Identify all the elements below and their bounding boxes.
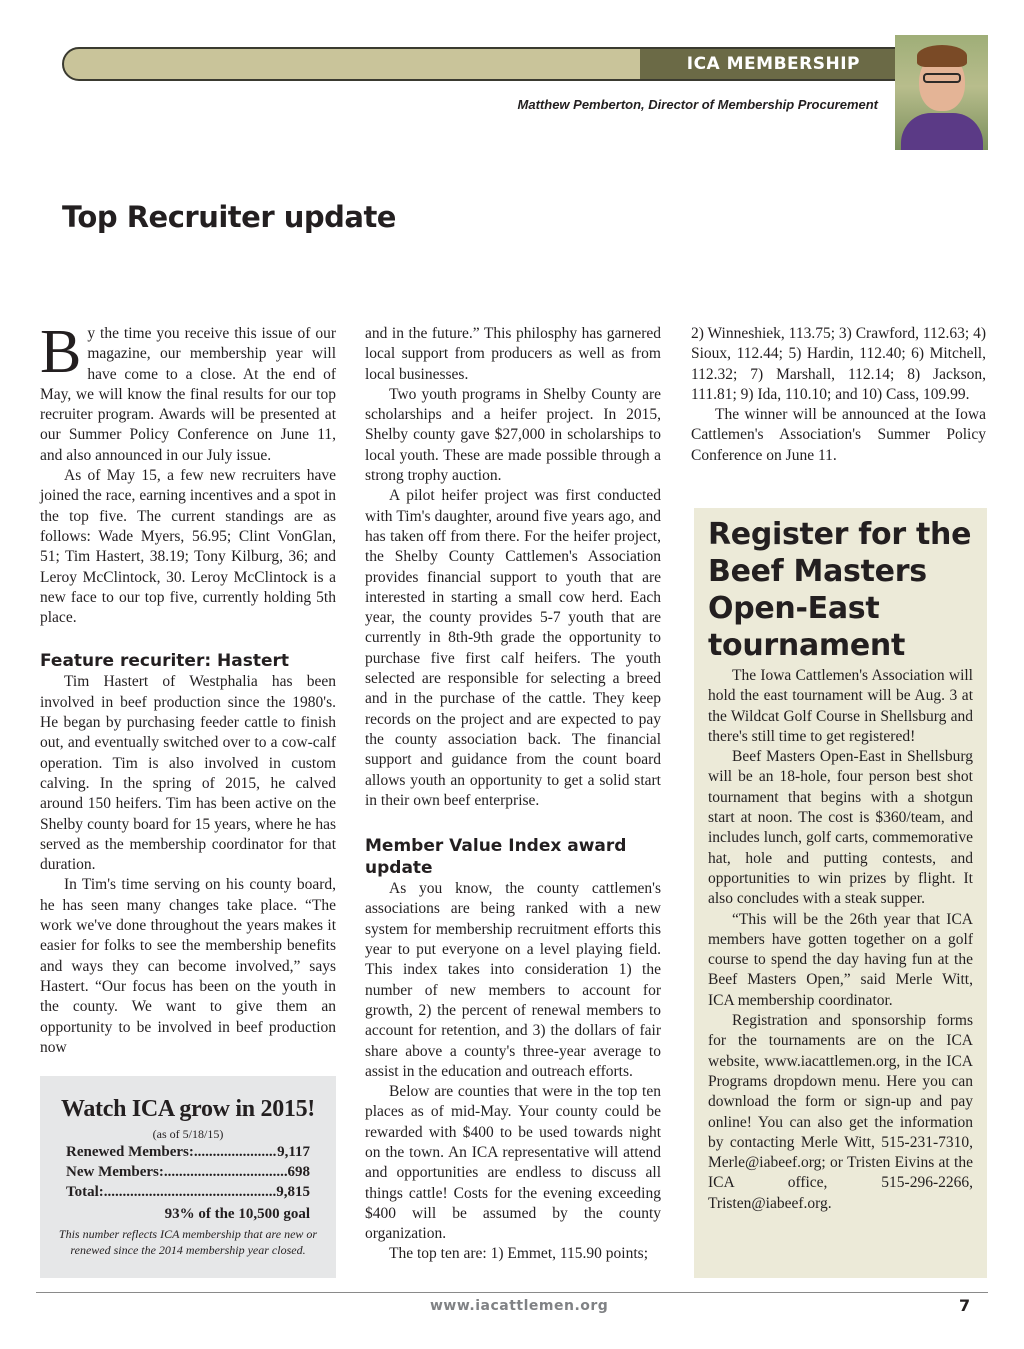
section-header-bar xyxy=(62,47,902,81)
stats-row xyxy=(56,1182,320,1202)
footer-divider xyxy=(36,1292,988,1293)
paragraph xyxy=(40,318,336,466)
paragraph: Below are counties that were in the top ten places as of mid-May. Your county could be rewarded with $400 to be used towards night on the town. An ICA representative will attend and opportunities are endless to discuss all things cattle! Costs for the evening exceeding $400 will be assumed by the county organization. xyxy=(365,1083,661,1243)
sidebar-body xyxy=(708,666,973,1214)
stats-title: Watch ICA grow in 2015! xyxy=(60,1096,315,1122)
paragraph: Beef Masters Open-East in Shellsburg will be an 18-hole, four person best shot tournament that begins with a shotgun start at noon. The cost is $360/team, and includes lunch, golf carts, commemorative hat, hole and putting contests, and opportunities to win prizes by flight. It also concludes with a steak supper. xyxy=(708,748,973,908)
article-column-2 xyxy=(365,324,661,1265)
article-column-3 xyxy=(691,324,986,466)
stats-value: 9,117 xyxy=(277,1144,310,1160)
article-title: Top Recruiter update xyxy=(62,200,396,234)
sidebar-title: Register for the Beef Masters Open-East tournament xyxy=(708,517,972,663)
stats-label: Total: xyxy=(66,1184,104,1200)
drop-cap: B xyxy=(40,318,82,386)
photo-shirt-shape xyxy=(901,113,983,150)
footer-url: www.iacattlemen.org xyxy=(430,1298,609,1314)
author-photo xyxy=(895,35,988,150)
section-label: ICA MEMBERSHIP xyxy=(686,54,860,74)
paragraph: As you know, the county cattlemen's associations are being ranked with a new system for membership recruitment efforts this year to put everyone on a level playing field. This index takes into consideration 1) the number of new members to account for growth, 2) the percent of renewal members to account for retention, and 3) the dollars of fair share above a county's three-year average to assist in the education and outreach efforts. xyxy=(365,880,661,1080)
paragraph: The top ten are: 1) Emmet, 115.90 points; xyxy=(389,1245,648,1263)
paragraph: Two youth programs in Shelby County are scholarships and a heifer project. In 2015, Shelby county gave $27,000 in scholarships to local youth. These are made possible through a strong trophy auction. xyxy=(365,385,661,485)
stats-note: This number reflects ICA membership that are new or renewed since the 2014 membership year closed. xyxy=(58,1227,318,1257)
stats-date: (as of 5/18/15) xyxy=(152,1127,224,1141)
membership-stats-box xyxy=(40,1076,336,1278)
paragraph: As of May 15, a few new recruiters have joined the race, earning incentives and a spot in the top five. The current standings are as follows: Wade Myers, 56.95; Clint VonGlan, 51; Tim Hastert, 38.19; Tony Kilburg, 36; and Leroy McClintock, 30. Leroy McClintock is a new face to our top five, currently holding 5th place. xyxy=(40,467,336,627)
paragraph: Registration and sponsorship forms for the tournaments are on the ICA website, www.iacattlemen.org, in the ICA Programs dropdown menu. Here you can download the form or sign-up and pay online! You can also get the information by contacting Merle Witt, 515-231-7310, Merle@iabeef.org; or Tristen Eivins at the ICA office, 515-296-2266, Tristen@iabeef.org. xyxy=(708,1012,973,1212)
paragraph-text: y the time you receive this issue of our magazine, our membership year will have come to a close. At the end of May, we will know the final results for our top recruiter program. Awards will be presented at our Summer Policy Conference on June 11, and also announced in our July issue. xyxy=(40,325,336,464)
paragraph: 2) Winneshiek, 113.75; 3) Crawford, 112.63; 4) Sioux, 112.44; 5) Hardin, 112.40; 6) Mitchell, 112.32; 7) Marshall, 112.14; 8) Jackson, 111.81; 9) Ida, 110.10; and 10) Cass, 109.99. xyxy=(691,325,986,403)
page-number: 7 xyxy=(959,1296,971,1315)
paragraph: “This will be the 26th year that ICA members have gotten together on a golf course to spend the day having fun at the Beef Masters Open,” said Merle Witt, ICA membership coordinator. xyxy=(708,910,973,1009)
paragraph: The winner will be announced at the Iowa Cattlemen's Association's Summer Policy Conference on June 11. xyxy=(691,406,986,464)
paragraph: The Iowa Cattlemen's Association will hold the east tournament will be Aug. 3 at the Wildcat Golf Course in Shellsburg and there's still time to get registered! xyxy=(708,667,973,745)
article-column-1 xyxy=(40,318,336,1058)
stats-value: 9,815 xyxy=(276,1184,310,1200)
stats-label: New Members: xyxy=(66,1164,164,1180)
stats-value: 698 xyxy=(287,1164,310,1180)
tournament-sidebar-box xyxy=(694,508,987,1278)
paragraph: In Tim's time serving on his county board, he has seen many changes take place. “The work we've done throughout the years makes it easier for folks to see the membership benefits and ways they can become involved,” says Hastert. “Our focus has been on the youth in the county. We want to give them an opportunity to be involved in beef production now xyxy=(40,876,336,1056)
stats-label: Renewed Members: xyxy=(66,1144,194,1160)
section-subhead: Member Value Index award update xyxy=(365,836,627,879)
stats-row xyxy=(56,1162,320,1182)
author-byline: Matthew Pemberton, Director of Membership Procurement xyxy=(517,97,878,112)
section-subhead: Feature recuriter: Hastert xyxy=(40,651,290,672)
paragraph: and in the future.” This philosphy has garnered local support from producers as well as from local businesses. xyxy=(365,325,661,383)
photo-glasses-shape xyxy=(923,73,961,83)
stats-row xyxy=(56,1142,320,1162)
paragraph: Tim Hastert of Westphalia has been involved in beef production since the 1980's. He began by purchasing feeder cattle to finish out, and eventually switched over to a cow-calf operation. Tim is also involved in custom calving. In the spring of 2015, he calved around 150 heifers. Tim has been active on the Shelby county board for 15 years, where he has served as the membership coordinator for that duration. xyxy=(40,673,336,874)
paragraph: A pilot heifer project was first conducted with Tim's daughter, around five years ago, and has taken off from there. For the heifer project, the Shelby County Cattlemen's Association provides financial support to youth that are interested in starting a small cow herd. Each year, the county provides 5-7 youth that are currently in 8th-9th grade the opportunity to purchase five first calf heifers. The youth selected are responsible for selecting a breed and in the purchase of the cattle. They keep records on the project and are expected to pay the county association back. The financial support and guidance from the count board allows youth an opportunity to get a solid start in their own beef enterprise. xyxy=(365,487,661,809)
stats-goal: 93% of the 10,500 goal xyxy=(164,1206,310,1222)
photo-hair-shape xyxy=(917,45,967,67)
